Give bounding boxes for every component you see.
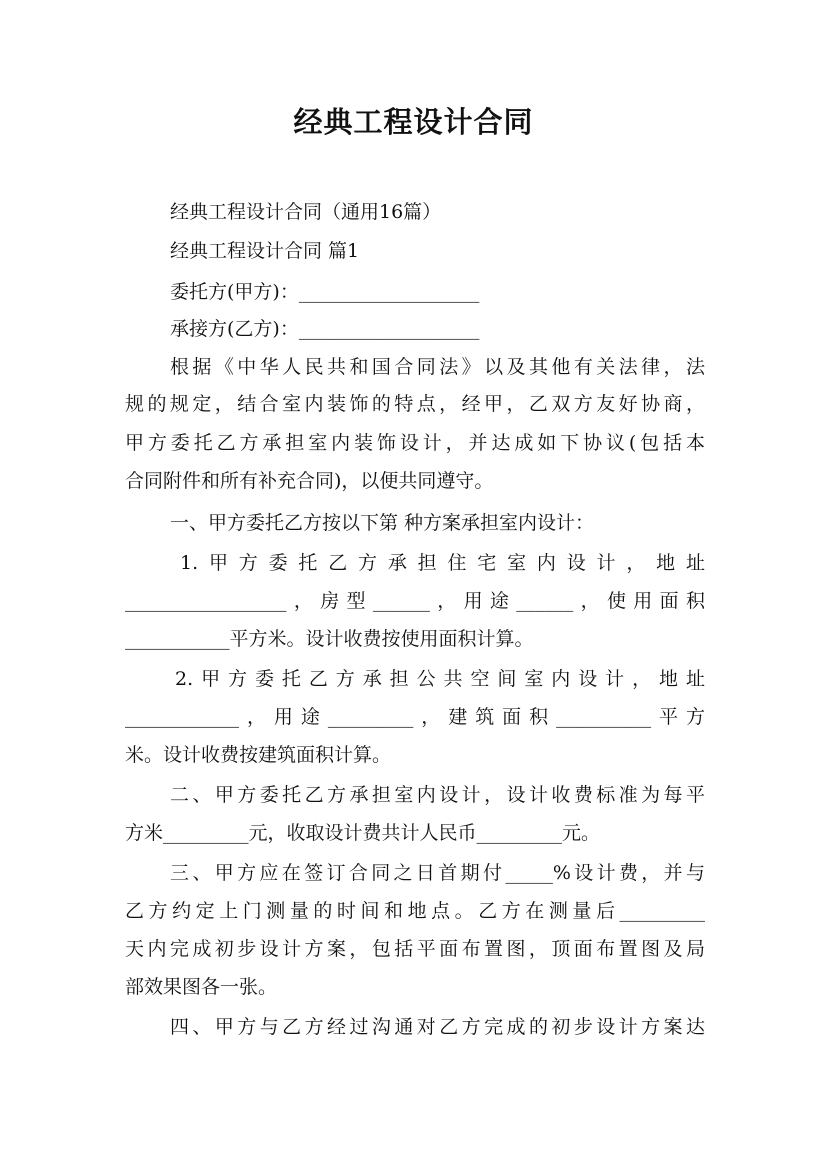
item-one-line: 1.甲方委托乙方承担住宅室内设计，地址 [180,552,705,574]
item-two-line: 2.甲方委托乙方承担公共空间室内设计，地址 [175,668,705,690]
paragraph-line: 合同附件和所有补充合同)，以便共同遵守。 [125,470,494,492]
clause-three-line: 乙方约定上门测量的时间和地点。乙方在测量后_________ [125,900,705,922]
paragraph-line: 根据《中华人民共和国合同法》以及其他有关法律，法 [170,356,705,378]
item-one-line: _________________，房型______，用途______，使用面积 [125,590,705,612]
clause-four-line: 四、甲方与乙方经过沟通对乙方完成的初步设计方案达 [170,1016,705,1038]
clause-two-line: 方米_________元，收取设计费共计人民币_________元。 [125,822,601,844]
clause-three-line: 部效果图各一张。 [125,976,278,998]
party-b-line: 承接方(乙方)：___________________ [170,318,480,340]
paragraph-line: 甲方委托乙方承担室内装饰设计，并达成如下协议(包括本 [125,432,705,454]
subtitle-line: 经典工程设计合同（通用16篇） [170,201,442,223]
item-two-line: 米。设计收费按建筑面积计算。 [125,744,392,766]
paragraph-line: 规的规定，结合室内装饰的特点，经甲，乙双方友好协商， [125,393,705,415]
section-heading: 经典工程设计合同 篇1 [170,240,360,262]
item-one-line: ___________平方米。设计收费按使用面积计算。 [125,628,534,650]
clause-one: 一、甲方委托乙方按以下第 种方案承担室内设计： [170,512,595,534]
clause-three-line: 天内完成初步设计方案，包括平面布置图，顶面布置图及局 [125,938,705,960]
item-two-line: ____________，用途_________，建筑面积__________平方 [125,706,705,728]
party-a-line: 委托方(甲方)：___________________ [170,281,480,303]
clause-three-line: 三、甲方应在签订合同之日首期付_____%设计费，并与 [170,862,705,884]
document-title: 经典工程设计合同 [293,105,534,139]
clause-two-line: 二、甲方委托乙方承担室内设计，设计收费标准为每平 [170,784,705,806]
